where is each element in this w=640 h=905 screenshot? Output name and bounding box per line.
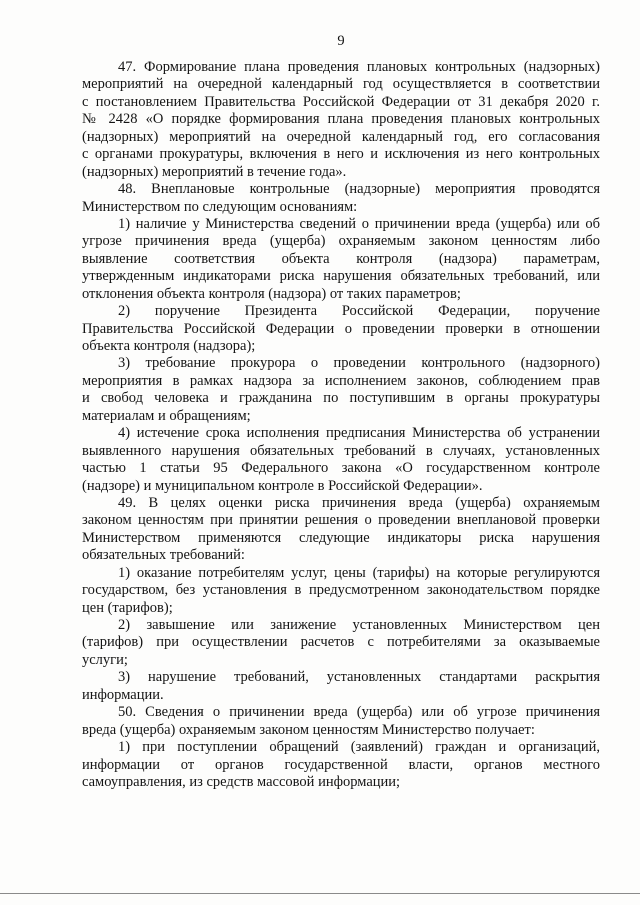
text-line: 2) завышение или занижение установленных Министерством цен xyxy=(118,617,600,633)
text-line: отклонения объекта контроля (надзора) от таких параметров; xyxy=(82,285,461,302)
text-line: вреда (ущерба) охраняемым законом ценностям Министерство получает: xyxy=(82,721,535,738)
clause-48 xyxy=(82,181,600,216)
text-line: (надзорных) мероприятий на очередной календарный год, его согласования xyxy=(82,128,600,145)
clause-48-item-3 xyxy=(82,355,600,425)
text-line: и свобод человека и гражданина по поступившим в органы прокуратуры xyxy=(82,390,600,407)
text-line: 4) истечение срока исполнения предписания Министерства об устранении xyxy=(118,425,600,442)
text-line: 1) при поступлении обращений (заявлений) граждан и организаций, xyxy=(118,739,600,756)
text-line: утвержденным индикаторами риска нарушения обязательных требований, или xyxy=(82,268,600,285)
text-line: объекта контроля (надзора); xyxy=(82,338,256,354)
page-number: 9 xyxy=(337,33,345,49)
text-line: 50. Сведения о причинении вреда (ущерба) или об угрозе причинения xyxy=(118,704,600,721)
clause-47 xyxy=(82,59,600,181)
text-line: услуги; xyxy=(82,651,128,668)
text-line: обязательных требований: xyxy=(82,547,245,564)
text-line: мероприятий на очередной календарный год осуществляется в соответствии xyxy=(82,76,600,93)
text-line: № 2428 «О порядке формирования плана проведения плановых контрольных xyxy=(82,111,600,128)
clause-48-item-4 xyxy=(82,425,600,495)
text-line: 3) нарушение требований, установленных стандартами раскрытия xyxy=(118,669,600,686)
text-line: (надзоре) и муниципальном контроле в Российской Федерации». xyxy=(82,477,483,494)
text-line: мероприятия в рамках надзора за исполнением законов, соблюдением прав xyxy=(82,372,600,389)
text-line: 47. Формирование плана проведения плановых контрольных (надзорных) xyxy=(118,59,600,75)
clause-49 xyxy=(82,495,600,565)
document-body xyxy=(82,59,600,791)
clause-48-item-1 xyxy=(82,216,600,303)
text-line: 49. В целях оценки риска причинения вреда (ущерба) охраняемым xyxy=(118,494,600,511)
text-line: 3) требование прокурора о проведении контрольного (надзорного) xyxy=(118,355,600,372)
scan-edge-line xyxy=(0,893,640,894)
clause-49-item-1 xyxy=(82,565,600,617)
text-line: с постановлением Правительства Российской Федерации от 31 декабря 2020 г. xyxy=(82,93,600,110)
clause-50-item-1 xyxy=(82,739,600,791)
text-line: материалам и обращениям; xyxy=(82,407,251,424)
text-line: Правительства Российской Федерации о проведении проверки в отношении xyxy=(82,320,600,337)
clause-49-item-2 xyxy=(82,617,600,669)
text-line: самоуправления, из средств массовой информации; xyxy=(82,773,401,790)
text-line: (тарифов) при осуществлении расчетов с потребителями за оказываемые xyxy=(82,634,600,651)
text-line: 2) поручение Президента Российской Федерации, поручение xyxy=(118,303,600,320)
text-line: угрозе причинения вреда (ущерба) охраняемым законом ценностям либо xyxy=(82,233,600,250)
text-line: законом ценностям при принятии решения о проведении внеплановой проверки xyxy=(82,512,600,529)
clause-48-item-2 xyxy=(82,303,600,355)
text-line: 1) наличие у Министерства сведений о причинении вреда (ущерба) или об xyxy=(118,215,600,232)
text-line: информации от органов государственной власти, органов местного xyxy=(82,756,600,773)
text-line: Министерством по следующим основаниям: xyxy=(82,198,358,215)
clause-50 xyxy=(82,704,600,739)
text-line: 1) оказание потребителям услуг, цены (тарифы) на которые регулируются xyxy=(118,564,600,581)
text-line: выявление соответствия объекта контроля (надзора) параметрам, xyxy=(82,250,600,267)
text-line: Министерством применяются следующие индикаторы риска нарушения xyxy=(82,529,600,546)
text-line: с органами прокуратуры, включения в него и исключения из него контрольных xyxy=(82,146,600,163)
clause-49-item-3 xyxy=(82,669,600,704)
text-line: (надзорных) мероприятий в течение года». xyxy=(82,163,347,180)
text-line: 48. Внеплановые контрольные (надзорные) мероприятия проводятся xyxy=(118,181,600,198)
text-line: частью 1 статьи 95 Федерального закона «О государственном контроле xyxy=(82,460,600,477)
text-line: государством, без установления в предусмотренном законодательством порядке xyxy=(82,582,600,599)
text-line: выявленного нарушения обязательных требований в случаях, установленных xyxy=(82,442,600,459)
text-line: информации. xyxy=(82,686,164,703)
text-line: цен (тарифов); xyxy=(82,599,173,616)
